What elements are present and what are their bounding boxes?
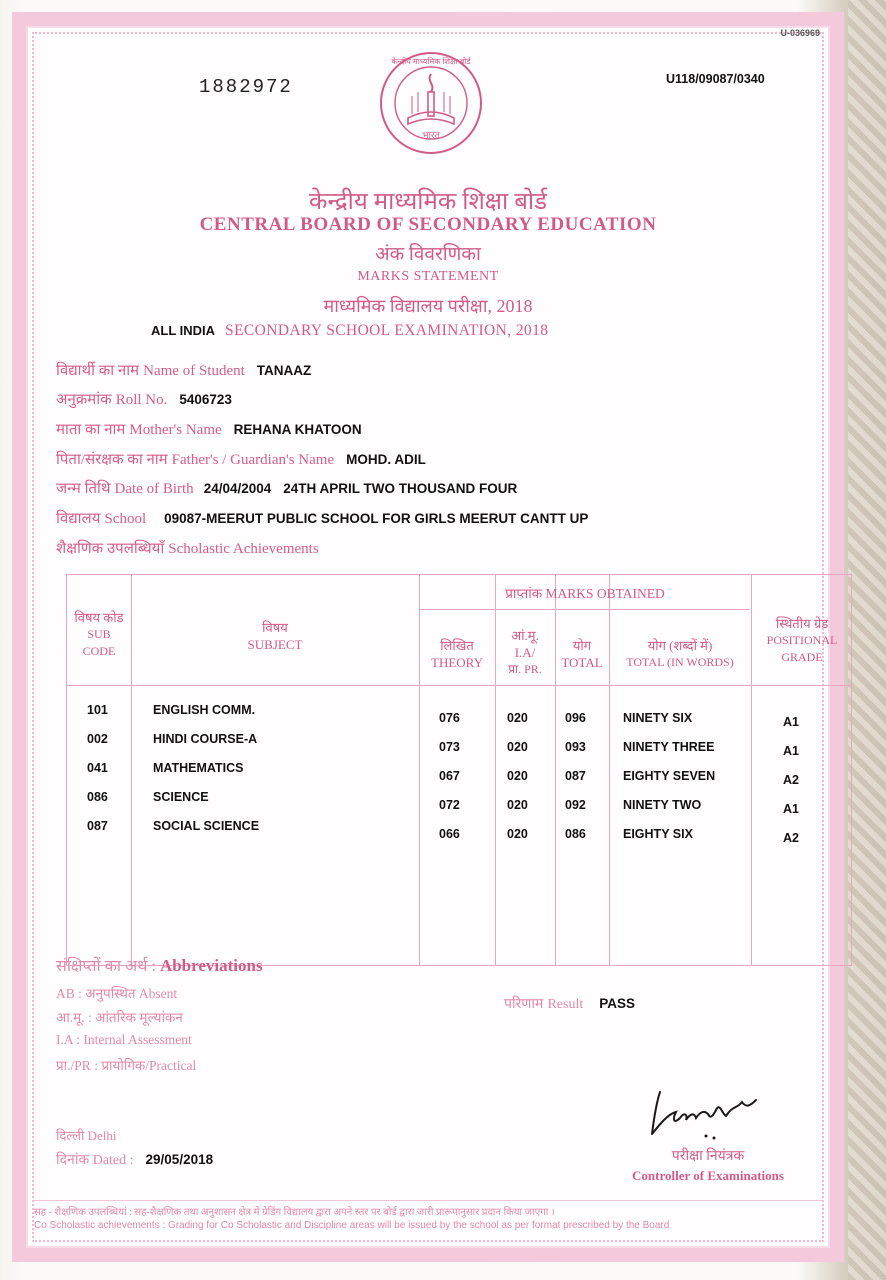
header-pr: प्रा. PR. xyxy=(508,662,542,676)
cbse-seal xyxy=(376,48,486,158)
header-theory xyxy=(419,637,495,671)
header-marks-obtained xyxy=(419,585,751,602)
header-marks-en: MARKS OBTAINED xyxy=(545,586,665,601)
student-name-label-hi: विद्यार्थी का नाम xyxy=(56,363,140,379)
abbrev-ia: I.A : Internal Assessment xyxy=(56,1032,192,1047)
roll-row xyxy=(56,389,232,409)
header-theory-en: THEORY xyxy=(431,655,483,670)
reference-code: U118/09087/0340 xyxy=(666,72,765,86)
total-marks: 093 xyxy=(565,740,586,754)
header-subject-en: SUBJECT xyxy=(247,637,303,652)
header-ia-hi: आं.मू. xyxy=(511,628,539,643)
positional-grade: A2 xyxy=(783,831,799,845)
header-sub-code-hi: विषय कोड xyxy=(74,610,124,625)
exam-prefix: ALL INDIA xyxy=(151,323,216,338)
total-marks: 087 xyxy=(565,769,586,783)
theory-marks: 076 xyxy=(439,711,460,725)
controller-signature xyxy=(646,1084,766,1144)
roll-label-en: Roll No. xyxy=(115,392,168,408)
roll-number: 5406723 xyxy=(179,392,232,407)
background-fabric xyxy=(848,0,886,1280)
header-theory-hi: लिखित xyxy=(440,638,474,653)
place-en: Delhi xyxy=(87,1128,117,1143)
positional-grade: A1 xyxy=(783,744,799,758)
note-hindi: सह - शैक्षणिक उपलब्धियां : सह-शैक्षणिक तथा अनुशासन क्षेत्र में ग्रेडिंग विद्यालय द्वारा अपने स्तर पर बोर्ड द्वारा जारी प्रारूपानुसार प्रदान किया जाएगा । xyxy=(34,1200,824,1218)
mother-label-hi: माता का नाम xyxy=(56,422,126,438)
abbrev-ab: AB : अनुपस्थित Absent xyxy=(56,986,178,1001)
student-name-row xyxy=(56,360,311,380)
abbreviations-title-hi: संक्षिप्तों का अर्थ : xyxy=(56,958,156,975)
dob-words: 24TH APRIL TWO THOUSAND FOUR xyxy=(283,481,518,496)
school-label-en: School xyxy=(104,511,147,527)
abbrev-aamu: आ.मू. : आंतरिक मूल्यांकन xyxy=(56,1010,183,1025)
abbrev-pr: प्रा./PR : प्रायोगिक/Practical xyxy=(56,1058,197,1073)
total-in-words: NINETY SIX xyxy=(623,711,693,725)
total-in-words: NINETY THREE xyxy=(623,740,715,754)
serial-number: 1882972 xyxy=(199,76,293,98)
header-marks-hi: प्राप्तांक xyxy=(505,586,543,601)
school-label-hi: विद्यालय xyxy=(56,511,101,527)
positional-grade: A1 xyxy=(783,715,799,729)
header-sub-code-en: SUB CODE xyxy=(82,627,116,658)
achievements-row xyxy=(56,538,319,558)
board-name-hindi: केन्द्रीय माध्यमिक शिक्षा बोर्ड xyxy=(309,189,547,215)
father-label-en: Father's / Guardian's Name xyxy=(171,452,335,468)
exam-title-line xyxy=(151,322,791,340)
header-total-en: TOTAL xyxy=(561,655,603,670)
positional-grade: A1 xyxy=(783,802,799,816)
sub-code: 101 xyxy=(87,703,108,717)
board-name-english: CENTRAL BOARD OF SECONDARY EDUCATION xyxy=(199,214,657,235)
dob: 24/04/2004 xyxy=(203,481,272,496)
place-hi: दिल्ली xyxy=(56,1128,85,1143)
controller-title-hindi: परीक्षा नियंत्रक xyxy=(671,1149,745,1164)
roll-label-hi: अनुक्रमांक xyxy=(56,392,112,408)
abbreviations-title xyxy=(56,954,263,976)
theory-marks: 066 xyxy=(439,827,460,841)
subject-name: HINDI COURSE-A xyxy=(153,732,258,746)
header-sub-code xyxy=(67,609,131,660)
header-words-en: TOTAL (IN WORDS) xyxy=(626,655,734,669)
sub-code: 002 xyxy=(87,732,108,746)
abbreviations-title-en: Abbreviations xyxy=(159,956,263,975)
result-label-en: Result xyxy=(547,997,584,1012)
dated-label: दिनांक Dated : xyxy=(56,1153,134,1168)
school-row xyxy=(56,508,588,528)
exam-title-english: SECONDARY SCHOOL EXAMINATION, 2018 xyxy=(225,322,549,339)
total-marks: 086 xyxy=(565,827,586,841)
header-grade-en: POSITIONAL GRADE xyxy=(766,633,838,664)
school-name: 09087-MEERUT PUBLIC SCHOOL FOR GIRLS MEERUT CANTT UP xyxy=(164,511,589,526)
header-subject xyxy=(131,619,419,653)
header-total-words xyxy=(609,637,751,671)
father-name: MOHD. ADIL xyxy=(346,452,426,467)
subject-name: MATHEMATICS xyxy=(153,761,244,775)
dated-value: 29/05/2018 xyxy=(145,1152,214,1167)
marks-statement-sheet xyxy=(12,12,844,1262)
father-row xyxy=(56,449,426,469)
total-in-words: EIGHTY SEVEN xyxy=(623,769,716,783)
mother-row xyxy=(56,419,362,439)
ia-marks: 020 xyxy=(507,711,528,725)
mother-name: REHANA KHATOON xyxy=(233,422,362,437)
statement-title-english: MARKS STATEMENT xyxy=(357,269,499,284)
sub-code: 086 xyxy=(87,790,108,804)
theory-marks: 073 xyxy=(439,740,460,754)
total-marks: 096 xyxy=(565,711,586,725)
sub-code: 087 xyxy=(87,819,108,833)
header-grade xyxy=(751,615,853,666)
result-label-hi: परिणाम xyxy=(504,997,544,1012)
dob-label-en: Date of Birth xyxy=(114,481,194,497)
header-words-hi: योग (शब्दों में) xyxy=(647,638,713,653)
signature-icon xyxy=(646,1084,766,1144)
achievements-label-hi: शैक्षणिक उपलब्धियाँ xyxy=(56,541,165,557)
subject-name: SOCIAL SCIENCE xyxy=(153,819,260,833)
statement-title-hindi: अंक विवरणिका xyxy=(375,244,481,265)
father-label-hi: पिता/संरक्षक का नाम xyxy=(56,452,168,468)
result-value: PASS xyxy=(599,996,635,1011)
dob-row xyxy=(56,478,517,498)
total-marks: 092 xyxy=(565,798,586,812)
seal-text: केन्द्रीय माध्यमिक शिक्षा बोर्ड xyxy=(391,57,471,66)
subject-name: ENGLISH COMM. xyxy=(153,703,256,717)
ia-marks: 020 xyxy=(507,827,528,841)
student-name: TANAAZ xyxy=(256,363,312,378)
result-row xyxy=(504,994,635,1013)
ia-marks: 020 xyxy=(507,740,528,754)
header-grade-hi: स्थितीय ग्रेड xyxy=(775,616,829,631)
seal-inner-text: भारत xyxy=(422,130,440,140)
note-english: Co Scholastic achievements : Grading for Co Scholastic and Discipline areas will be issued by the school as per format prescribed by the Board xyxy=(34,1220,670,1231)
dated-row xyxy=(56,1150,213,1169)
controller-title-english: Controller of Examinations xyxy=(632,1168,784,1183)
exam-title-hindi: माध्यमिक विद्यालय परीक्षा, 2018 xyxy=(323,296,533,316)
header-ia-en: I.A/ xyxy=(514,645,536,660)
dob-label-hi: जन्म तिथि xyxy=(56,481,111,497)
theory-marks: 067 xyxy=(439,769,460,783)
place xyxy=(56,1126,116,1144)
theory-marks: 072 xyxy=(439,798,460,812)
header-total xyxy=(555,637,609,671)
positional-grade: A2 xyxy=(783,773,799,787)
total-in-words: EIGHTY SIX xyxy=(623,827,693,841)
student-name-label-en: Name of Student xyxy=(143,363,245,379)
marks-table xyxy=(66,574,852,966)
achievements-label-en: Scholastic Achievements xyxy=(168,541,319,557)
subject-name: SCIENCE xyxy=(153,790,209,804)
corner-code: U-036969 xyxy=(780,28,820,38)
ia-marks: 020 xyxy=(507,798,528,812)
header-ia xyxy=(495,627,555,678)
header-total-hi: योग xyxy=(572,638,592,653)
ia-marks: 020 xyxy=(507,769,528,783)
total-in-words: NINETY TWO xyxy=(623,798,702,812)
sub-code: 041 xyxy=(87,761,108,775)
mother-label-en: Mother's Name xyxy=(129,422,222,438)
header-subject-hi: विषय xyxy=(262,620,288,635)
